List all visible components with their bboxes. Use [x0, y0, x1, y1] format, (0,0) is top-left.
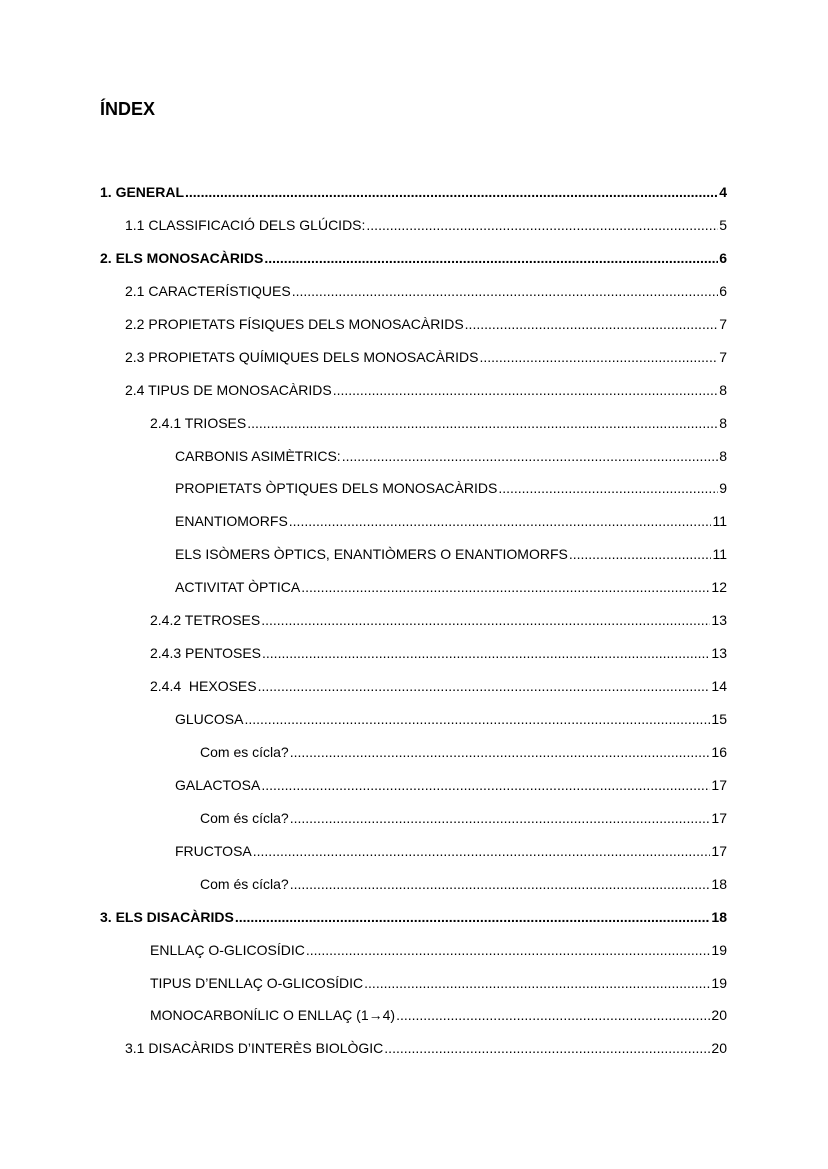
dot-leader	[261, 774, 710, 796]
toc-entry[interactable]	[100, 313, 727, 346]
toc-entry-label: ENANTIOMORFS	[175, 513, 288, 530]
toc-entry-page-number: 8	[719, 414, 727, 431]
toc-entry[interactable]	[100, 906, 727, 939]
toc-entry-label: MONOCARBONÍLIC O ENLLAÇ (1→4)	[150, 1007, 396, 1024]
toc-entry[interactable]	[100, 1037, 727, 1070]
dot-leader	[366, 214, 718, 236]
toc-entry[interactable]	[100, 708, 727, 741]
toc-entry-label: 2. ELS MONOSACÀRIDS	[100, 249, 264, 266]
toc-entry-label: 3.1 DISACÀRIDS D’INTERÈS BIOLÒGIC	[125, 1040, 384, 1057]
toc-entry-label: 2.4.2 TETROSES	[150, 612, 261, 629]
toc-entry[interactable]	[100, 280, 727, 313]
toc-entry[interactable]	[100, 445, 727, 478]
toc-entry-label: Com es cícla?	[200, 743, 289, 760]
toc-entry-label: FRUCTOSA	[175, 842, 252, 859]
toc-entry-page-number: 17	[711, 776, 727, 793]
dot-leader	[292, 280, 719, 302]
index-title: ÍNDEX	[100, 99, 156, 119]
toc-entry-label: GALACTOSA	[175, 776, 261, 793]
dot-leader	[290, 741, 711, 763]
dot-leader	[384, 1037, 710, 1059]
dot-leader	[333, 379, 719, 401]
toc-entry-page-number: 6	[719, 249, 727, 266]
toc-entry-label: Com és cícla?	[200, 875, 289, 892]
toc-entry[interactable]	[100, 181, 727, 214]
toc-entry-page-number: 17	[711, 809, 727, 826]
toc-entry[interactable]	[100, 642, 727, 675]
toc-entry-label: 2.2 PROPIETATS FÍSIQUES DELS MONOSACÀRIDS	[125, 315, 464, 332]
toc-entry-page-number: 12	[711, 579, 727, 596]
toc-entry[interactable]	[100, 1004, 727, 1037]
toc-entry[interactable]	[100, 510, 727, 543]
toc-entry-label: ACTIVITAT ÒPTICA	[175, 579, 301, 596]
toc-entry[interactable]	[100, 543, 727, 576]
toc-entry-page-number: 20	[711, 1040, 727, 1057]
dot-leader	[258, 675, 711, 697]
toc-entry-label: Com és cícla?	[200, 809, 289, 826]
toc-entry[interactable]	[100, 379, 727, 412]
toc-entry-page-number: 19	[711, 974, 727, 991]
toc-entry[interactable]	[100, 247, 727, 280]
toc-entry-label: TIPUS D’ENLLAÇ O-GLICOSÍDIC	[150, 974, 364, 991]
dot-leader	[465, 313, 719, 335]
toc-entry[interactable]	[100, 609, 727, 642]
toc-entry-label: 2.3 PROPIETATS QUÍMIQUES DELS MONOSACÀRIDS	[125, 348, 479, 365]
toc-entry-page-number: 13	[711, 612, 727, 629]
toc-entry-page-number: 18	[711, 875, 727, 892]
dot-leader	[364, 972, 710, 994]
dot-leader	[569, 543, 712, 565]
dot-leader	[247, 412, 718, 434]
toc-entry-label: PROPIETATS ÒPTIQUES DELS MONOSACÀRIDS	[175, 480, 498, 497]
dot-leader	[261, 609, 710, 631]
toc-entry-page-number: 20	[711, 1007, 727, 1024]
toc-entry[interactable]	[100, 972, 727, 1005]
dot-leader	[253, 840, 711, 862]
toc-entry-page-number: 11	[712, 513, 727, 530]
toc-entry-page-number: 7	[719, 315, 727, 332]
toc-entry-page-number: 9	[719, 480, 727, 497]
toc-entry-label: 3. ELS DISACÀRIDS	[100, 908, 234, 925]
toc-entry-label: 2.4.3 PENTOSES	[150, 645, 262, 662]
toc-entry-label: 1.1 CLASSIFICACIÓ DELS GLÚCIDS:	[125, 216, 366, 233]
toc-entry[interactable]	[100, 675, 727, 708]
toc-entry[interactable]	[100, 807, 727, 840]
dot-leader	[289, 510, 712, 532]
toc-entry-page-number: 16	[711, 743, 727, 760]
toc-entry-page-number: 11	[712, 546, 727, 563]
dot-leader	[479, 346, 718, 368]
toc-entry[interactable]	[100, 840, 727, 873]
dot-leader	[342, 445, 719, 467]
dot-leader	[185, 181, 718, 203]
toc-entry-page-number: 7	[719, 348, 727, 365]
dot-leader	[290, 807, 711, 829]
toc-entry[interactable]	[100, 774, 727, 807]
toc-entry[interactable]	[100, 214, 727, 247]
toc-entry-label: ENLLAÇ O-GLICOSÍDIC	[150, 941, 305, 958]
toc-entry-label: 1. GENERAL	[100, 184, 185, 200]
toc-entry-label: 2.4.4 HEXOSES	[150, 678, 257, 695]
toc-entry-label: GLUCOSA	[175, 711, 244, 727]
toc-entry-page-number: 4	[719, 184, 727, 200]
toc-entry[interactable]	[100, 412, 727, 445]
dot-leader	[306, 939, 711, 961]
toc-entry-page-number: 14	[711, 678, 727, 695]
dot-leader	[235, 906, 711, 928]
toc-entry-page-number: 5	[719, 216, 727, 233]
toc-entry[interactable]	[100, 346, 727, 379]
dot-leader	[290, 873, 711, 895]
toc-entry-page-number: 13	[711, 645, 727, 662]
toc-entry-page-number: 15	[711, 711, 727, 727]
dot-leader	[301, 576, 710, 598]
dot-leader	[498, 477, 718, 499]
toc-entry[interactable]	[100, 873, 727, 906]
toc-entry[interactable]	[100, 939, 727, 972]
table-of-contents	[100, 181, 727, 1070]
toc-entry-label: CARBONIS ASIMÈTRICS:	[175, 447, 341, 464]
toc-entry-page-number: 18	[711, 908, 727, 925]
dot-leader	[244, 708, 710, 730]
toc-entry-label: 2.1 CARACTERÍSTIQUES	[125, 282, 291, 299]
toc-entry-page-number: 19	[711, 941, 727, 958]
toc-entry-page-number: 8	[719, 447, 727, 464]
toc-entry-label: 2.4.1 TRIOSES	[150, 414, 247, 431]
dot-leader	[262, 642, 710, 664]
toc-entry-page-number: 8	[719, 381, 727, 398]
dot-leader	[396, 1004, 710, 1026]
toc-entry-label: ELS ISÒMERS ÒPTICS, ENANTIÒMERS O ENANTIOMORFS	[175, 546, 568, 563]
toc-entry-page-number: 17	[711, 842, 727, 859]
toc-entry[interactable]	[100, 477, 727, 510]
toc-entry-label: 2.4 TIPUS DE MONOSACÀRIDS	[125, 381, 332, 398]
dot-leader	[264, 247, 718, 269]
toc-entry[interactable]	[100, 576, 727, 609]
toc-entry[interactable]	[100, 741, 727, 774]
toc-entry-page-number: 6	[719, 282, 727, 299]
